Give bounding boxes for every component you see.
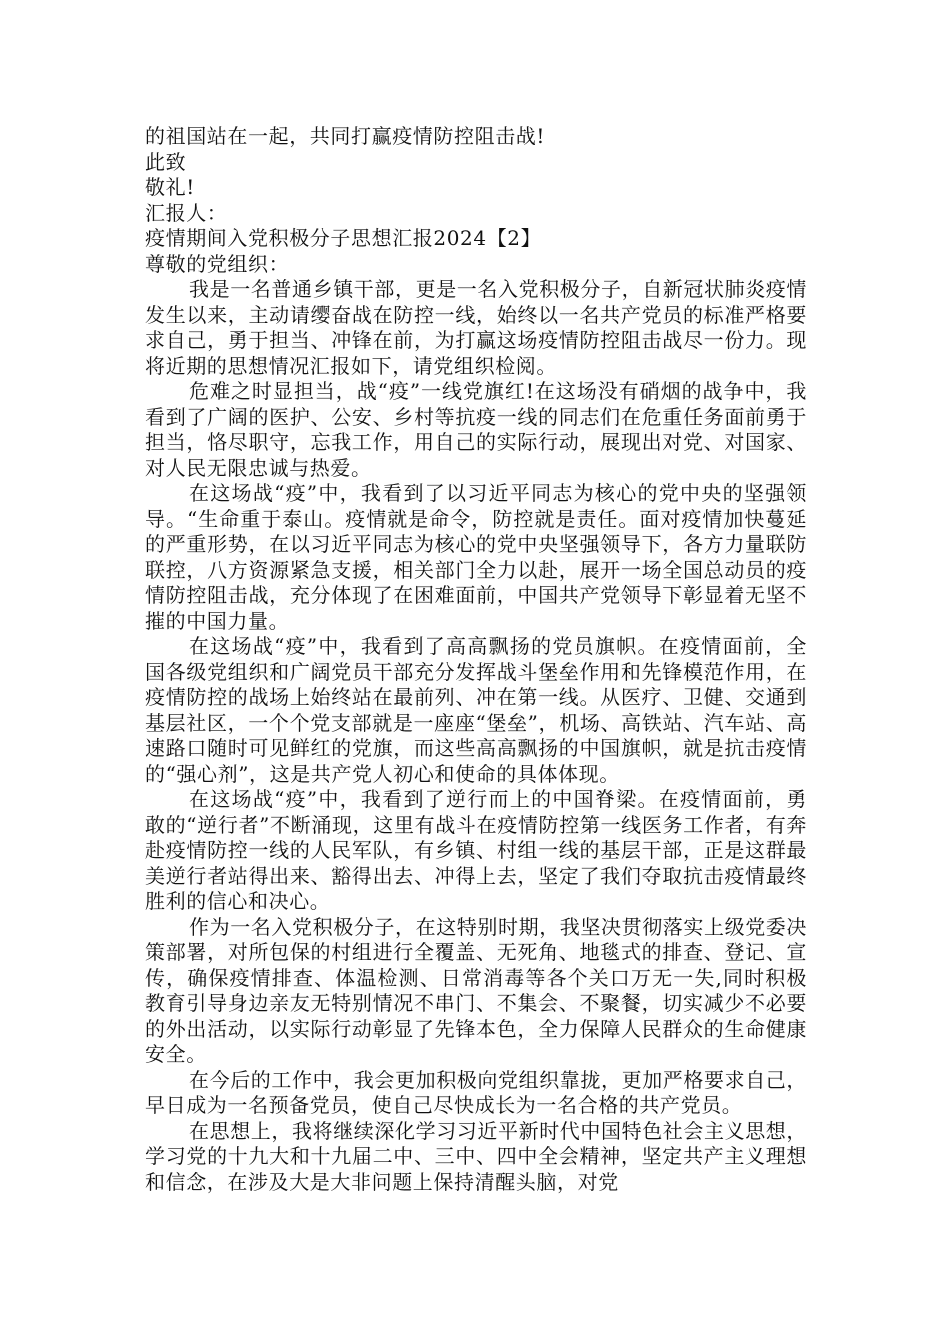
paragraph-body: 在今后的工作中，我会更加积极向党组织靠拢，更加严格要求自己，早日成为一名预备党员，使自己尽快成长为一名合格的共产党员。 bbox=[145, 1067, 807, 1117]
closing-regards: 敬礼! bbox=[145, 175, 195, 199]
paragraph-continuation: 的祖国站在一起，共同打赢疫情防控阻击战! bbox=[145, 124, 546, 148]
paragraph-body: 在思想上，我将继续深化学习习近平新时代中国特色社会主义思想，学习党的十九大和十九届二中、三中、四中全会精神，坚定共产主义理想和信念，在涉及大是大非问题上保持清醒头脑，对党 bbox=[145, 1118, 807, 1194]
paragraph-body: 在这场战“疫”中，我看到了高高飘扬的党员旗帜。在疫情面前，全国各级党组织和广阔党员干部充分发挥战斗堡垒作用和先锋模范作用，在疫情防控的战场上始终站在最前列、冲在第一线。从医疗、卫健、交通到基层社区，一个个党支部就是一座座“堡垒”，机场、高铁站、汽车站、高速路口随时可见鲜红的党旗，而这些高高飘扬的中国旗帜，就是抗击疫情的“强心剂”，这是共产党人初心和使命的具体体现。 bbox=[145, 634, 807, 786]
paragraph-body: 作为一名入党积极分子，在这特别时期，我坚决贯彻落实上级党委决策部署，对所包保的村组进行全覆盖、无死角、地毯式的排查、登记、宣传，确保疫情排查、体温检测、日常消毒等各个关口万无一失,同时积极教育引导身边亲友无特别情况不串门、不集会、不聚餐，切实减少不必要的外出活动，以实际行动彰显了先锋本色，全力保障人民群众的生命健康安全。 bbox=[145, 914, 807, 1066]
paragraph-body: 在这场战“疫”中，我看到了以习近平同志为核心的党中央的坚强领导。“生命重于泰山。疫情就是命令，防控就是责任。面对疫情加快蔓延的严重形势，在以习近平同志为核心的党中央坚强领导下，各方力量联防联控，八方资源紧急支援，相关部门全力以赴，展开一场全国总动员的疫情防控阻击战，充分体现了在困难面前，中国共产党领导下彰显着无坚不摧的中国力量。 bbox=[145, 481, 807, 633]
paragraph-body: 在这场战“疫”中，我看到了逆行而上的中国脊梁。在疫情面前，勇敢的“逆行者”不断涌现，这里有战斗在疫情防控第一线医务工作者，有奔赴疫情防控一线的人民军队，有乡镇、村组一线的基层干部，正是这群最美逆行者站得出来、豁得出去、冲得上去，坚定了我们夺取抗击疫情最终胜利的信心和决心。 bbox=[145, 787, 807, 913]
paragraph-intro: 我是一名普通乡镇干部，更是一名入党积极分子，自新冠状肺炎疫情发生以来，主动请缨奋战在防控一线，始终以一名共产党员的标准严格要求自己，勇于担当、冲锋在前，为打赢这场疫情防控阻击战尽一份力。现将近期的思想情况汇报如下，请党组织检阅。 bbox=[145, 277, 807, 378]
reporter-signature-line: 汇报人： bbox=[145, 200, 228, 225]
document-body bbox=[145, 124, 807, 1195]
letter-greeting: 尊敬的党组织： bbox=[145, 251, 290, 276]
closing-salutation: 此致 bbox=[145, 149, 187, 174]
section-title: 疫情期间入党积极分子思想汇报2024【2】 bbox=[145, 226, 542, 250]
paragraph-body: 危难之时显担当，战“疫”一线党旗红!在这场没有硝烟的战争中，我看到了广阔的医护、公安、乡村等抗疫一线的同志们在危重任务面前勇于担当，恪尽职守，忘我工作，用自己的实际行动，展现出对党、对国家、对人民无限忠诚与热爱。 bbox=[145, 379, 807, 480]
